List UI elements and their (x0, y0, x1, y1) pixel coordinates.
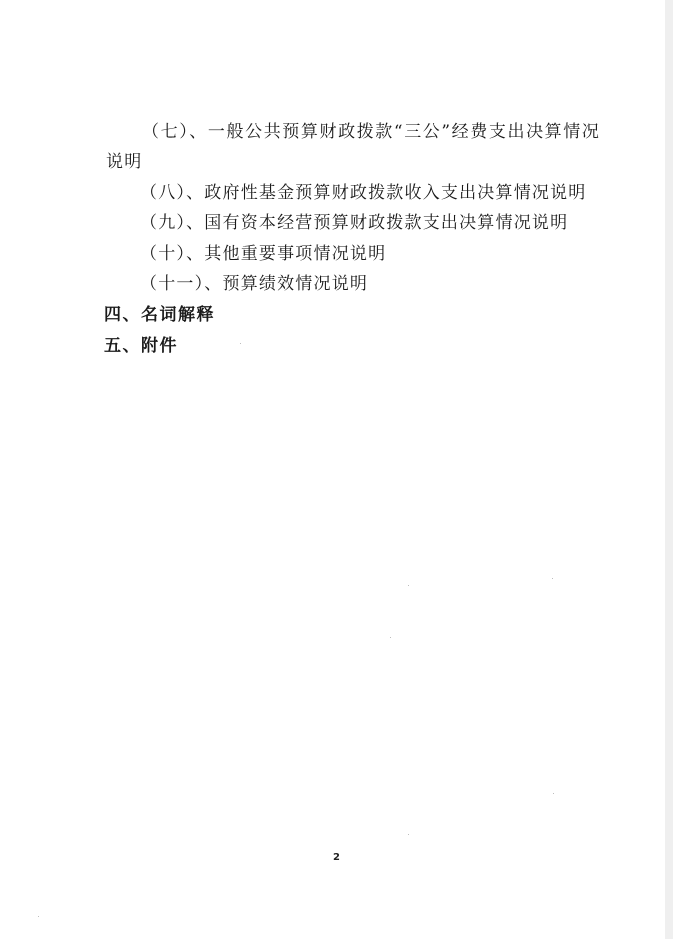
scan-speck (408, 834, 409, 835)
scan-speck (38, 916, 39, 917)
section-four-heading: 四、名词解释 (104, 305, 215, 325)
item-seven-line-1: （七）、一般公共预算财政拨款“三公”经费支出决算情况 (142, 122, 601, 142)
page-number: 2 (333, 852, 340, 863)
item-eleven: （十一）、预算绩效情况说明 (140, 274, 369, 294)
scan-speck (552, 578, 553, 579)
scan-edge (665, 0, 673, 939)
item-seven-line-2: 说明 (106, 152, 143, 172)
scan-speck (390, 637, 391, 638)
item-ten: （十）、其他重要事项情况说明 (140, 244, 387, 264)
scan-speck (240, 343, 241, 344)
scan-speck (553, 793, 554, 794)
section-five-heading: 五、附件 (104, 336, 178, 356)
item-nine: （九）、国有资本经营预算财政拨款支出决算情况说明 (140, 213, 569, 233)
item-eight: （八）、政府性基金预算财政拨款收入支出决算情况说明 (140, 183, 587, 203)
scan-speck (408, 585, 409, 586)
